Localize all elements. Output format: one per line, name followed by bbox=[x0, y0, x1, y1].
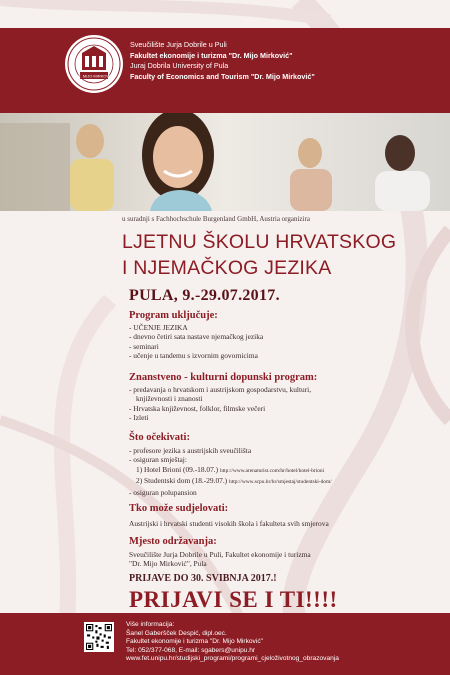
culture-list bbox=[129, 385, 311, 423]
students-photo bbox=[0, 113, 450, 211]
student-dorm-label: 2) Studentski dom (18.-29.07.) bbox=[136, 476, 228, 486]
page-title bbox=[122, 229, 396, 281]
student-dorm bbox=[129, 476, 332, 487]
venue-line-2: "Dr. Mijo Mirković", Pula bbox=[129, 559, 207, 569]
event-dates: PULA, 9.-29.07.2017. bbox=[129, 287, 280, 304]
expect-heading: Što očekivati: bbox=[129, 432, 190, 443]
who-description: Austrijski i hrvatski studenti visokih škola i fakulteta svih smjerova bbox=[129, 519, 329, 528]
list-item: - učenje u tandemu s izvornim govornicima bbox=[129, 351, 258, 361]
university-name-hr: Sveučilište Jurja Dobrile u Puli bbox=[130, 40, 227, 49]
contact-faculty: Fakultet ekonomije i turizma "Dr. Mijo Mirković" bbox=[126, 638, 263, 646]
venue-heading: Mjesto održavanja: bbox=[129, 536, 217, 547]
culture-heading: Znanstveno - kulturni dopunski program: bbox=[129, 372, 318, 383]
venue-text bbox=[129, 550, 311, 569]
list-item: - osiguran smještaj: bbox=[129, 455, 187, 465]
contact-phone-email[interactable]: Tel: 052/377-068, E-mail: sgabers@unipu.hr bbox=[126, 646, 256, 654]
qr-code-icon[interactable] bbox=[84, 622, 114, 652]
apply-call-to-action: PRIJAVI SE I TI!!!! bbox=[129, 587, 338, 612]
faculty-name-en: Faculty of Economics and Tourism "Dr. Mijo Mirković" bbox=[130, 71, 315, 81]
list-item: književnosti i znanosti bbox=[136, 394, 203, 404]
faculty-name-hr: Fakultet ekonomije i turizma "Dr. Mijo Mirković" bbox=[130, 50, 293, 60]
program-heading: Program uključuje: bbox=[129, 310, 218, 321]
list-item: - seminari bbox=[129, 341, 159, 351]
student-dorm-link[interactable]: http://www.scpu.hr/hr/smjestaj/studentski-dom/ bbox=[229, 479, 332, 486]
application-deadline: PRIJAVE DO 30. SVIBNJA 2017.! bbox=[129, 573, 277, 584]
footer-info-label: Više informacija: bbox=[126, 621, 175, 628]
contact-person: Šanel Gaberšček Despić, dipl.oec. bbox=[126, 629, 227, 637]
list-item: - UČENJE JEZIKA bbox=[129, 323, 188, 332]
who-text bbox=[129, 519, 329, 528]
footer-contact bbox=[126, 621, 339, 664]
list-item: - predavanja o hrvatskom i austrijskom gospodarstvu, kulturi, bbox=[129, 385, 312, 394]
list-item: - dnevno četiri sata nastave njemačkog jezika bbox=[129, 332, 264, 342]
footer-website-link[interactable]: www.fet.unipu.hr/studijski_programi/programi_cjeloživotnog_obrazovanja bbox=[126, 655, 339, 663]
hotel-brioni-link[interactable]: http://www.arenaturist.com/hr/hotel/hotel-brioni bbox=[219, 467, 325, 474]
expect-list bbox=[129, 446, 332, 497]
title-line-1: LJETNU ŠKOLU HRVATSKOG bbox=[122, 231, 397, 253]
program-list bbox=[129, 323, 263, 361]
hotel-brioni bbox=[129, 465, 332, 476]
list-item: - osiguran polupansion bbox=[129, 487, 197, 497]
list-item: - profesore jezika s austrijskih sveučilišta bbox=[129, 446, 252, 455]
list-item: - Hrvatska književnost, folklor, filmske večeri bbox=[129, 403, 266, 413]
university-names bbox=[130, 40, 315, 82]
hotel-brioni-label: 1) Hotel Brioni (09.-18.07.) bbox=[136, 464, 219, 474]
university-logo bbox=[64, 34, 124, 94]
who-heading: Tko može sudjelovati: bbox=[129, 503, 229, 514]
list-item: - Izleti bbox=[129, 413, 149, 423]
svg-text:DR. MIJO MIRKOVIĆ: DR. MIJO MIRKOVIĆ bbox=[74, 73, 114, 79]
title-line-2: I NJEMAČKOG JEZIKA bbox=[122, 257, 332, 279]
venue-line-1: Sveučilište Jurja Dobrile u Puli, Fakultet ekonomije i turizma bbox=[129, 550, 311, 559]
university-name-en: Juraj Dobrila University of Pula bbox=[130, 61, 229, 70]
partner-line: u suradnji s Fachhochschule Burgenland GmbH, Austria organizira bbox=[122, 215, 310, 223]
